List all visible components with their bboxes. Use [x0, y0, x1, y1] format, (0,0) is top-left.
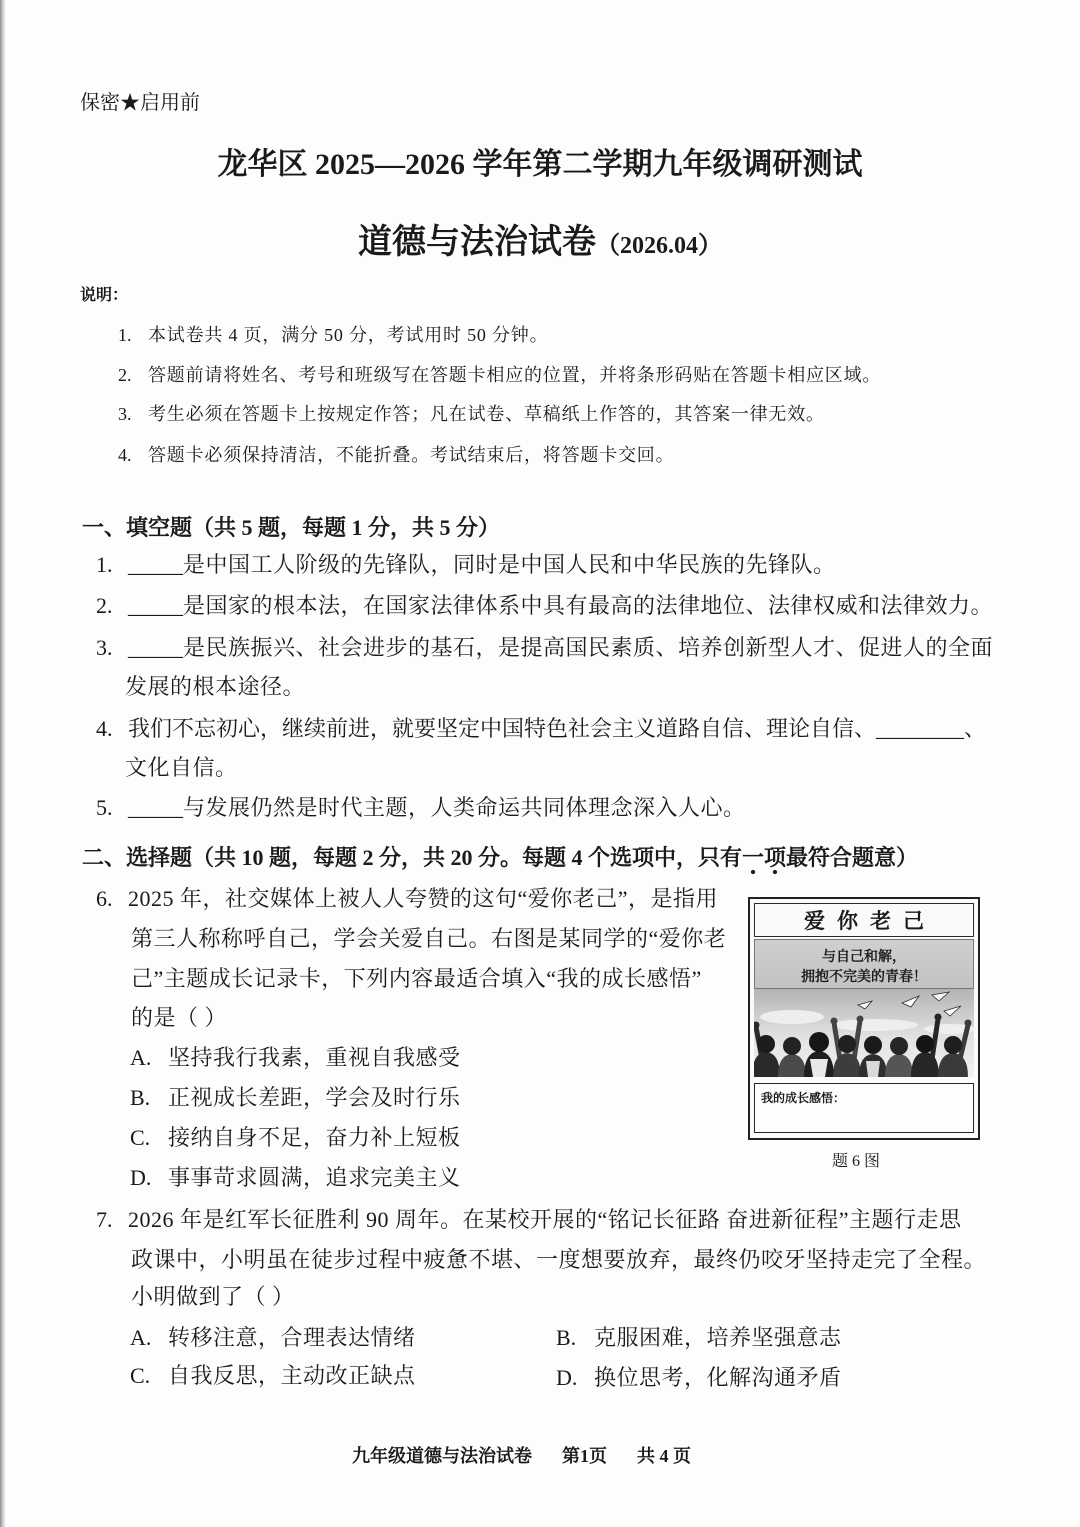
option-letter: A.: [130, 1045, 152, 1070]
emphasized-text: 一项: [742, 845, 786, 875]
card-slogan-line-2: 拥抱不完美的青春！: [801, 970, 927, 985]
card-title: 爱你老己: [754, 903, 974, 937]
option-text: 自我反思，主动改正缺点: [168, 1363, 416, 1388]
question-6-option-c: [130, 1127, 461, 1149]
question-text: 我们不忘初心，继续前进，就要坚定中国特色社会主义道路自信、理论自信、: [128, 716, 877, 741]
exam-date: （2026.04）: [596, 233, 722, 259]
question-text: 与发展仍然是时代主题，人类命运共同体理念深入人心。: [183, 795, 746, 820]
multiple-choice-heading: [82, 847, 918, 869]
confidential-mark: 保密★启用前: [80, 92, 200, 114]
question-number: 3.: [96, 635, 113, 660]
fill-in-heading: 一、填空题（共 5 题，每题 1 分，共 5 分）: [82, 515, 501, 540]
question-1: [96, 554, 836, 576]
question-6-line-4: 的是（ ）: [131, 1005, 228, 1030]
answer-blank: ________: [876, 716, 965, 741]
instruction-4: [118, 446, 674, 464]
option-text: 换位思考，化解沟通矛盾: [594, 1365, 842, 1390]
footer-paper-name: 九年级道德与法治试卷: [352, 1446, 532, 1466]
question-7-line-3: 小明做到了（ ）: [131, 1284, 295, 1309]
option-letter: C.: [130, 1363, 151, 1388]
growth-record-card: [748, 897, 980, 1140]
heading-text-end: 最符合题意）: [786, 845, 919, 870]
reflection-label: 我的成长感悟：: [761, 1091, 846, 1105]
question-3: [96, 637, 993, 659]
option-letter: C.: [130, 1125, 151, 1150]
question-7-option-d: [556, 1367, 842, 1389]
question-5: [96, 797, 746, 819]
question-number: 1.: [96, 552, 113, 577]
option-letter: B.: [556, 1325, 577, 1350]
question-6-line-2: 第三人称称呼自己，学会关爱自己。右图是某同学的“爱你老: [131, 926, 727, 951]
card-picture: [754, 989, 974, 1077]
instruction-3: [118, 405, 825, 423]
question-4: [96, 718, 986, 740]
question-text: 2026 年是红军长征胜利 90 周年。在某校开展的“铭记长征路 奋进新征程”主题行走思: [128, 1207, 962, 1232]
option-letter: D.: [130, 1165, 152, 1190]
option-text: 克服困难，培养坚强意志: [594, 1325, 842, 1350]
answer-blank: _____: [128, 795, 183, 820]
subject-title: [0, 226, 1080, 260]
question-6-option-d: [130, 1167, 461, 1189]
instruction-1: [118, 326, 548, 344]
card-slogan-banner: [754, 939, 974, 989]
instructions-label: 说明：: [80, 287, 129, 304]
instruction-text: 本试卷共 4 页，满分 50 分，考试用时 50 分钟。: [148, 325, 549, 345]
question-number: 2.: [96, 593, 113, 618]
question-2: [96, 595, 993, 617]
question-number: 6.: [96, 886, 113, 911]
question-number: 4.: [96, 716, 113, 741]
question-text: 是民族振兴、社会进步的基石，是提高国民素质、培养创新型人才、促进人的全面: [183, 635, 994, 660]
option-letter: B.: [130, 1085, 151, 1110]
question-3-continuation: 发展的根本途径。: [125, 674, 306, 699]
option-text: 接纳自身不足，奋力补上短板: [168, 1125, 461, 1150]
question-number: 7.: [96, 1207, 113, 1232]
option-text: 坚持我行我素，重视自我感受: [168, 1045, 461, 1070]
answer-blank: _____: [128, 593, 183, 618]
instruction-number: 2.: [118, 365, 132, 385]
page-footer: [352, 1447, 691, 1465]
question-text: 是国家的根本法，在国家法律体系中具有最高的法律地位、法律权威和法律效力。: [183, 593, 994, 618]
answer-blank: _____: [128, 635, 183, 660]
figure-caption: 题 6 图: [832, 1153, 881, 1170]
question-4-continuation: 文化自信。: [125, 755, 238, 780]
option-text: 事事苛求圆满，追求完美主义: [168, 1165, 461, 1190]
instruction-text: 考生必须在答题卡上按规定作答；凡在试卷、草稿纸上作答的，其答案一律无效。: [148, 404, 825, 424]
option-letter: A.: [130, 1325, 152, 1350]
option-letter: D.: [556, 1365, 578, 1390]
question-7-line-2: 政课中，小明虽在徒步过程中疲惫不堪、一度想要放弃，最终仍咬牙坚持走完了全程。: [131, 1247, 987, 1272]
heading-text: 二、选择题（共 10 题，每题 2 分，共 20 分。每题 4 个选项中，只有: [82, 845, 743, 870]
option-text: 正视成长差距，学会及时行乐: [168, 1085, 461, 1110]
subject-name: 道德与法治试卷: [358, 224, 596, 261]
instruction-number: 4.: [118, 445, 132, 465]
card-slogan-line-1: 与自己和解，: [822, 950, 906, 965]
footer-page-number: 第1页: [562, 1446, 607, 1466]
question-7-line-1: [96, 1209, 962, 1231]
question-6-option-a: [130, 1047, 461, 1069]
instruction-2: [118, 366, 881, 384]
answer-blank: _____: [128, 552, 183, 577]
question-text: 是中国工人阶级的先锋队，同时是中国人民和中华民族的先锋队。: [183, 552, 836, 577]
question-6-option-b: [130, 1087, 461, 1109]
footer-total-pages: 共 4 页: [637, 1446, 691, 1466]
question-text: 2025 年，社交媒体上被人人夸赞的这句“爱你老己”，是指用: [128, 886, 719, 911]
question-6-line-1: [96, 888, 718, 910]
students-illustration: [754, 989, 974, 1077]
question-7-option-a: [130, 1327, 416, 1349]
question-7-option-b: [556, 1327, 842, 1349]
instruction-number: 1.: [118, 325, 132, 345]
question-text-after: 、: [964, 716, 987, 741]
question-7-option-c: [130, 1365, 416, 1387]
instruction-number: 3.: [118, 404, 132, 424]
question-6-line-3: 己”主题成长记录卡，下列内容最适合填入“我的成长感悟”: [131, 966, 702, 991]
option-text: 转移注意，合理表达情绪: [168, 1325, 416, 1350]
reflection-box: [754, 1083, 974, 1133]
instruction-text: 答题前请将姓名、考号和班级写在答题卡相应的位置，并将条形码贴在答题卡相应区域。: [148, 365, 882, 385]
instruction-text: 答题卡必须保持清洁，不能折叠。考试结束后，将答题卡交回。: [148, 445, 675, 465]
question-number: 5.: [96, 795, 113, 820]
exam-title: 龙华区 2025—2026 学年第二学期九年级调研测试: [217, 148, 863, 181]
